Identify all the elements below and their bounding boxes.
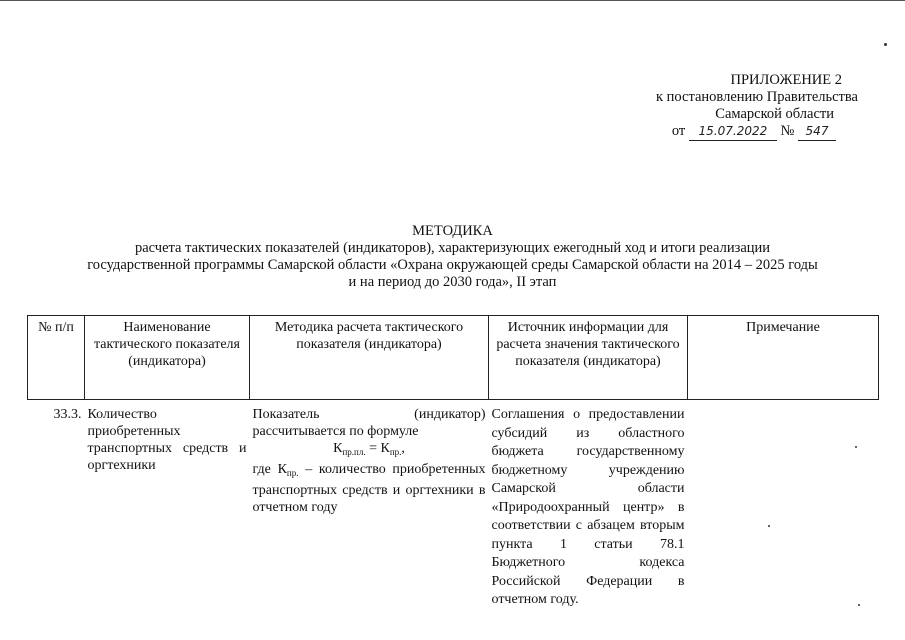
header-information-source: Источник информации для расчета значения тактического показателя (индикатора) bbox=[489, 316, 688, 400]
appendix-resolution-line: к постановлению Правительства bbox=[656, 89, 858, 105]
document-heading: МЕТОДИКА bbox=[412, 223, 493, 239]
document-subtitle-2: государственной программы Самарской области «Охрана окружающей среды Самарской области на 2014 – 2025 годы bbox=[87, 257, 818, 273]
table-row bbox=[28, 400, 879, 613]
from-label: от bbox=[671, 123, 686, 139]
document-title-block bbox=[0, 223, 905, 291]
method-formula: $К_{пр.пл.} = К_{пр.}$, bbox=[333, 441, 405, 457]
header-calculation-method: Методика расчета тактического показателя (индикатора) bbox=[250, 316, 489, 400]
header-number: № п/п bbox=[28, 316, 85, 400]
appendix-title: ПРИЛОЖЕНИЕ 2 bbox=[730, 72, 842, 88]
document-subtitle-1: расчета тактических показателей (индикаторов), характеризующих ежегодный ход и итоги реализации bbox=[134, 240, 771, 256]
document-subtitle-3: и на период до 2030 года», II этап bbox=[348, 274, 557, 290]
scan-speck bbox=[858, 604, 860, 606]
number-label: № bbox=[780, 123, 795, 139]
scan-top-edge bbox=[0, 0, 905, 1]
row-note bbox=[688, 400, 879, 613]
scan-speck bbox=[768, 525, 770, 527]
header-note: Примечание bbox=[688, 316, 879, 400]
scan-speck bbox=[884, 43, 887, 46]
table-header-row bbox=[28, 316, 879, 400]
handwritten-number: 547 bbox=[798, 123, 836, 141]
row-information-source: Соглашения о предоставлении субсидий из областного бюджета государственному бюджетному учреждению Самарской области «Природоохранный центр» в соответствии с абзацем вторым пункта 1 статьи 78.1 Бюджетного кодекса Российской Федерации в отчетном году. bbox=[491, 407, 685, 607]
scan-speck bbox=[855, 446, 857, 448]
row-indicator-name: Количество приобретенных транспортных средств и оргтехники bbox=[87, 407, 247, 473]
row-number: 33.3. bbox=[53, 407, 82, 422]
row-calculation-method bbox=[250, 400, 489, 613]
methodology-table bbox=[27, 315, 879, 613]
handwritten-date: 15.07.2022 bbox=[689, 123, 777, 141]
appendix-date-line bbox=[656, 123, 858, 141]
method-where: где $К_{пр.}$ – количество приобретенных транспортных средств и оргтехники в отчетном году bbox=[252, 462, 486, 515]
header-indicator-name: Наименование тактического показателя (индикатора) bbox=[85, 316, 250, 400]
appendix-header bbox=[656, 72, 858, 141]
method-intro: Показатель (индикатор) рассчитывается по формуле bbox=[252, 407, 486, 439]
appendix-region-line: Самарской области bbox=[715, 106, 834, 122]
